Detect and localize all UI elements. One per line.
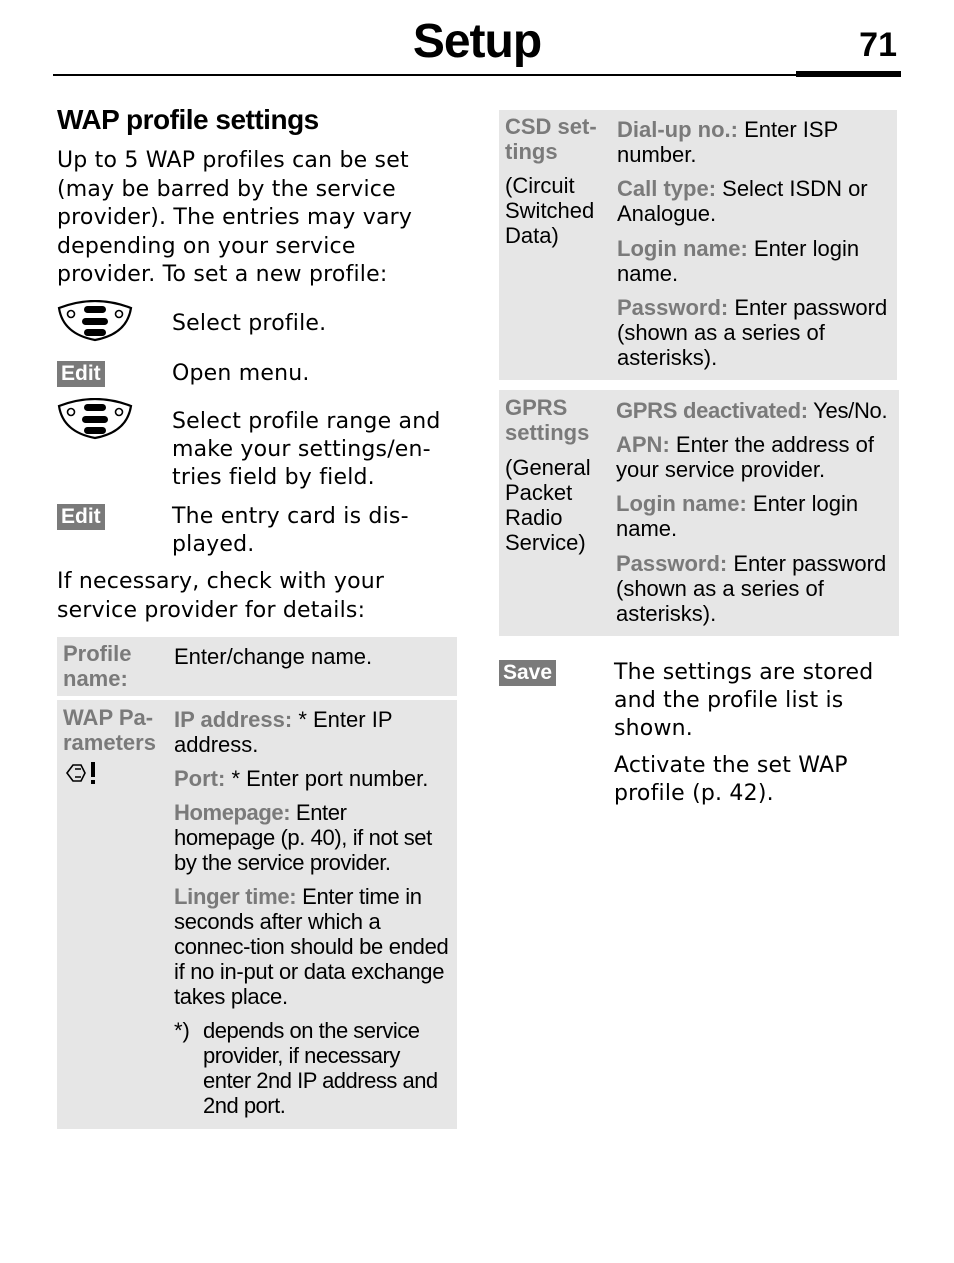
- section-title: WAP profile settings: [57, 104, 319, 135]
- dial-up-key: Dial-up no.:: [617, 117, 738, 142]
- gprs-settings-label: GPRS settings: [505, 395, 590, 445]
- gprs-password-key: Password:: [616, 551, 728, 576]
- port-text: * Enter port number.: [225, 766, 429, 791]
- homepage-text: Enter homepage (p. 40), if not set by the service provider.: [174, 800, 432, 875]
- save-softkey: Save: [499, 660, 556, 686]
- edit-softkey: Edit: [57, 504, 105, 530]
- header-rule: [53, 74, 901, 76]
- linger-time-key: Linger time:: [174, 884, 297, 909]
- edit-softkey: Edit: [57, 361, 105, 387]
- gprs-login-key: Login name:: [616, 491, 747, 516]
- save-description: The settings are stored and the profile list is shown.: [614, 660, 874, 741]
- gprs-settings-subtitle: (General Packet Radio Service): [505, 455, 591, 555]
- ip-address-entry: [174, 707, 452, 757]
- linger-time-entry: [174, 884, 452, 1009]
- nav-key-icon: [57, 398, 133, 440]
- csd-password-text: Enter password (shown as a series of asterisks).: [617, 295, 888, 370]
- activate-note: Activate the set WAP profile (p. 42).: [614, 753, 848, 806]
- apn-text: Enter the address of your service provider.: [616, 432, 875, 482]
- port-entry: [174, 766, 452, 791]
- profile-name-label: Profile name:: [63, 641, 132, 691]
- gprs-deactivated-key: GPRS deactivated:: [616, 398, 808, 423]
- step-text: Open menu.: [172, 361, 310, 386]
- step-text: The entry card is dis-played.: [172, 504, 409, 557]
- gprs-deactivated-entry: [616, 398, 894, 423]
- header-rule-accent: [796, 71, 901, 77]
- ip-address-text: * Enter IP address.: [174, 707, 393, 757]
- dial-up-entry: [617, 117, 889, 167]
- call-type-key: Call type:: [617, 176, 717, 201]
- page-title: Setup: [412, 15, 542, 68]
- call-type-text: Select ISDN or Analogue.: [617, 176, 868, 226]
- nav-key-icon: [57, 300, 133, 342]
- lock-symbol-icon: [63, 760, 99, 786]
- dial-up-text: Enter ISP number.: [617, 117, 838, 167]
- gprs-password-text: Enter password (shown as a series of asterisks).: [616, 551, 887, 626]
- call-type-entry: [617, 176, 889, 226]
- homepage-key: Homepage:: [174, 800, 291, 825]
- homepage-entry: [174, 800, 452, 875]
- wap-parameters-label: WAP Pa-rameters: [63, 705, 156, 755]
- footnote-mark: *): [174, 1018, 190, 1043]
- csd-login-entry: [617, 236, 889, 286]
- csd-settings-label: CSD set-tings: [505, 114, 597, 164]
- intro-paragraph: Up to 5 WAP profiles can be set (may be barred by the service provider). The entries may vary depending on your service provider. To set a new profile:: [57, 148, 413, 287]
- gprs-login-entry: [616, 491, 894, 541]
- csd-password-entry: [617, 295, 889, 370]
- csd-login-text: Enter login name.: [617, 236, 860, 286]
- apn-key: APN:: [616, 432, 670, 457]
- step-text: Select profile range and make your settings/en-tries field by field.: [172, 409, 441, 490]
- check-note: If necessary, check with your service provider for details:: [57, 569, 385, 623]
- step-text: Select profile.: [172, 311, 327, 336]
- gprs-password-entry: [616, 551, 894, 626]
- csd-login-key: Login name:: [617, 236, 748, 261]
- port-key: Port:: [174, 766, 226, 791]
- csd-settings-subtitle: (Circuit Switched Data): [505, 173, 595, 248]
- page-number: 71: [859, 26, 897, 64]
- apn-entry: [616, 432, 894, 482]
- csd-password-key: Password:: [617, 295, 729, 320]
- linger-time-text: Enter time in seconds after which a connec-tion should be ended if no in-put or data exchange takes place.: [174, 884, 449, 1009]
- gprs-login-text: Enter login name.: [616, 491, 859, 541]
- profile-name-text: Enter/change name.: [174, 644, 373, 669]
- ip-address-key: IP address:: [174, 707, 293, 732]
- gprs-deactivated-text: Yes/No.: [807, 398, 888, 423]
- footnote-text: depends on the service provider, if necessary enter 2nd IP address and 2nd port.: [203, 1018, 438, 1118]
